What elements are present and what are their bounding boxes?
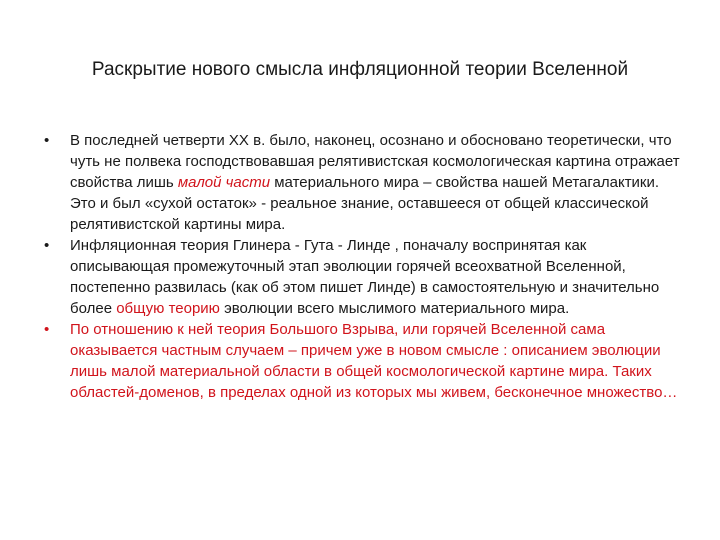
bullet-item-3 bbox=[44, 319, 680, 403]
text-segment: эволюции всего мыслимого материального мира. bbox=[219, 300, 570, 317]
bullet-text bbox=[70, 235, 680, 319]
bullet-marker: • bbox=[44, 132, 50, 149]
bullet-item-2 bbox=[44, 235, 680, 319]
highlighted-phrase: общую теорию bbox=[116, 300, 220, 317]
text-segment: Инфляционная теория Глинера - Гута - Линде , поначалу воспринятая как описывающая промежуточный этап эволюции горячей всеохватной Вселенной, постепенно развилась (как об этом пишет Линде) в самостоятельную и значительно более bbox=[70, 237, 660, 317]
bullet-marker: • bbox=[44, 321, 50, 338]
text-segment: По отношению к ней теория Большого Взрыва, или горячей Вселенной сама оказывается частным случаем – причем уже в новом смысле : описанием эволюции лишь малой материальной области в общей космологической картине мира. Таких областей-доменов, в пределах одной из которых мы живем, бесконечное множество… bbox=[70, 321, 678, 401]
bullet-text bbox=[70, 130, 680, 235]
bullet-list bbox=[44, 130, 680, 403]
bullet-text bbox=[70, 319, 680, 403]
bullet-item-1 bbox=[44, 130, 680, 235]
highlighted-phrase: малой части bbox=[177, 174, 271, 191]
bullet-marker: • bbox=[44, 237, 50, 254]
slide-title: Раскрытие нового смысла инфляционной теории Вселенной bbox=[91, 59, 629, 80]
text-segment: материального мира – свойства нашей Метагалактики. Это и был «сухой остаток» - реальное знание, оставшееся от общей классической релятивистской картины мира. bbox=[70, 174, 660, 233]
text-segment: В последней четверти XX в. было, наконец, осознано и обосновано теоретически, что чуть не полвека господствовавшая релятивистская космологическая картина отражает свойства лишь bbox=[70, 132, 680, 191]
